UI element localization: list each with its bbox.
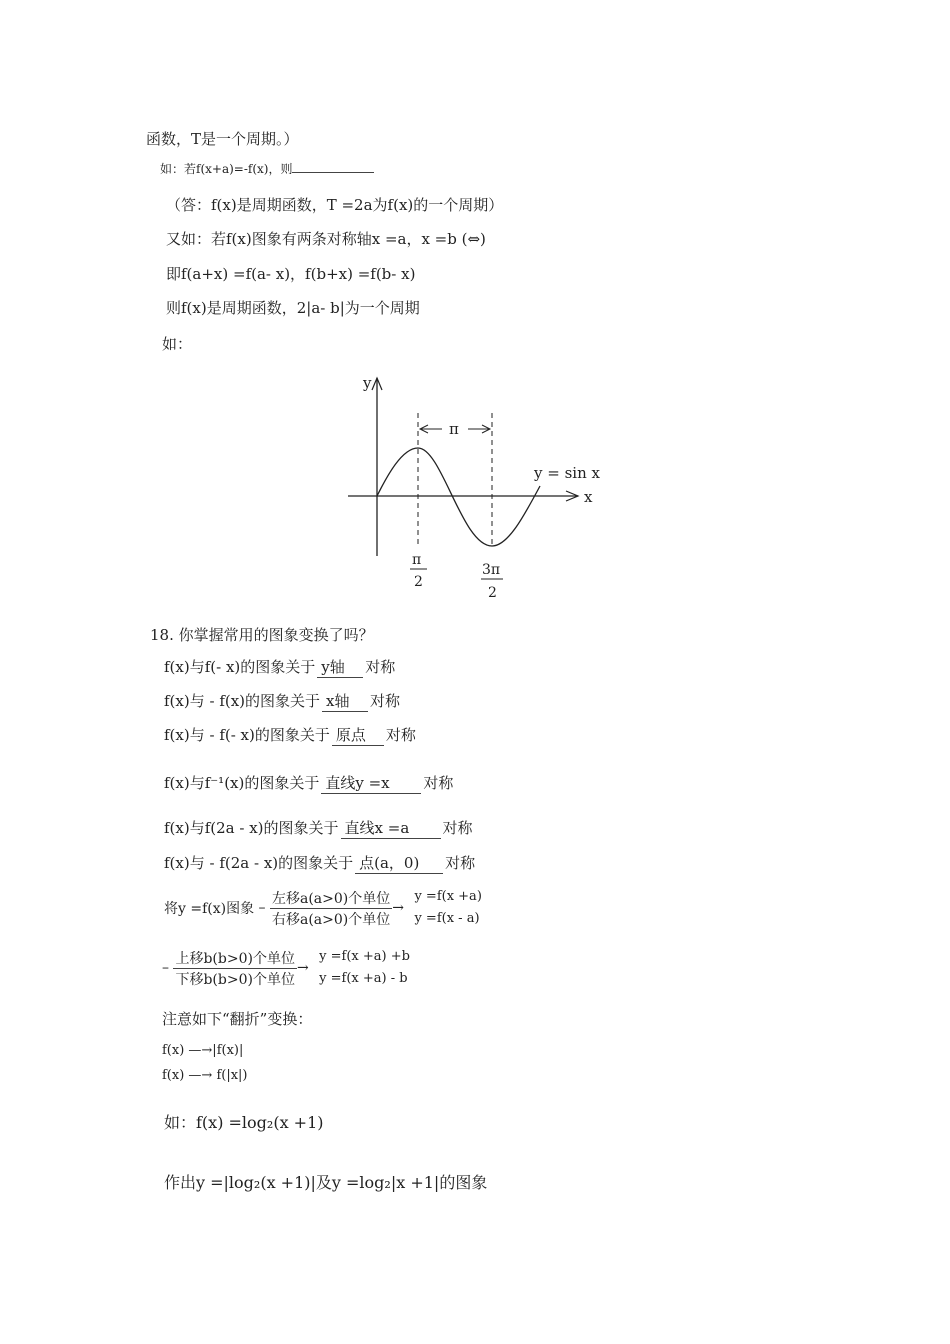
answer-blank bbox=[292, 172, 374, 173]
fold-abs-x: f(x) —→ f(|x|) bbox=[162, 1068, 248, 1083]
shift-left-result: y =f(x +a) bbox=[414, 889, 482, 904]
horizontal-shift bbox=[164, 886, 482, 930]
transform-row-1-pre: f(x)与f(- x)的图象关于 bbox=[164, 658, 316, 676]
horizontal-shift-dash: – bbox=[258, 900, 266, 916]
transform-row-6-pre: f(x)与 - f(2a - x)的图象关于 bbox=[164, 854, 354, 872]
line-example-if bbox=[160, 160, 374, 177]
log-example: 如：f(x) =log₂(x +1) bbox=[164, 1113, 324, 1132]
period-label: π bbox=[449, 420, 459, 438]
line-that-is: 即f(a+x) =f(a- x)，f(b+x) =f(b- x) bbox=[166, 265, 416, 283]
transform-row-2-answer: x轴 bbox=[322, 690, 368, 712]
y-axis-label: y bbox=[363, 374, 372, 392]
sine-graph bbox=[330, 368, 630, 608]
transform-row-5-pre: f(x)与f(2a - x)的图象关于 bbox=[164, 819, 339, 837]
transform-row-6-post: 对称 bbox=[445, 854, 476, 872]
horizontal-shift-arrowhead: → bbox=[392, 900, 404, 916]
shift-right-label: 右移a(a>0)个单位 bbox=[272, 911, 391, 928]
line-then: 则f(x)是周期函数，2|a- b|为一个周期 bbox=[166, 299, 420, 317]
vertical-shift-dash: – bbox=[162, 960, 169, 976]
transform-row-3 bbox=[164, 724, 416, 746]
transform-row-5-answer: 直线x =a bbox=[341, 817, 441, 839]
transform-row-6-answer: 点(a，0) bbox=[355, 852, 443, 874]
vertical-shift-arrowhead: → bbox=[296, 960, 309, 976]
shift-left-label: 左移a(a>0)个单位 bbox=[270, 888, 392, 909]
transform-row-2-post: 对称 bbox=[370, 692, 401, 710]
horizontal-shift-arrow bbox=[270, 888, 392, 929]
transform-row-3-answer: 原点 bbox=[332, 724, 384, 746]
horizontal-shift-prefix: 将y =f(x)图象 bbox=[164, 901, 255, 917]
x-axis-label: x bbox=[584, 488, 593, 506]
transform-row-2-pre: f(x)与 - f(x)的图象关于 bbox=[164, 692, 321, 710]
transform-row-1-answer: y轴 bbox=[317, 656, 363, 678]
section-18-heading: 18. 你掌握常用的图象变换了吗？ bbox=[150, 626, 374, 644]
transform-row-4-answer: 直线y =x bbox=[321, 772, 421, 794]
shift-up-result: y =f(x +a) +b bbox=[319, 949, 410, 964]
sine-curve bbox=[377, 448, 540, 546]
transform-row-2 bbox=[164, 690, 400, 712]
tick1-denominator: 2 bbox=[414, 574, 423, 590]
log-task: 作出y =|log₂(x +1)|及y =log₂|x +1|的图象 bbox=[164, 1173, 488, 1192]
transform-row-1-post: 对称 bbox=[365, 658, 396, 676]
transform-row-5-post: 对称 bbox=[442, 819, 473, 837]
shift-up-label: 上移b(b>0)个单位 bbox=[173, 948, 297, 969]
transform-row-4-pre: f(x)与f⁻¹(x)的图象关于 bbox=[164, 774, 320, 792]
transform-row-6 bbox=[164, 852, 475, 874]
transform-row-3-post: 对称 bbox=[385, 726, 416, 744]
vertical-shift bbox=[162, 946, 410, 990]
tick2-numerator: 3π bbox=[482, 562, 501, 578]
shift-down-label: 下移b(b>0)个单位 bbox=[175, 971, 295, 988]
transform-row-4-post: 对称 bbox=[423, 774, 454, 792]
fold-abs-value: f(x) —→|f(x)| bbox=[162, 1043, 244, 1058]
shift-down-result: y =f(x +a) - b bbox=[319, 971, 408, 986]
line-such-as: 如： bbox=[162, 335, 193, 353]
line-also-if: 又如：若f(x)图象有两条对称轴x =a，x =b (⇔) bbox=[166, 230, 486, 248]
line-answer: （答：f(x)是周期函数，T =2a为f(x)的一个周期） bbox=[166, 196, 504, 214]
fold-note: 注意如下“翻折”变换： bbox=[162, 1010, 313, 1028]
shift-right-result: y =f(x - a) bbox=[414, 911, 480, 926]
horizontal-shift-results bbox=[414, 886, 481, 930]
transform-row-3-pre: f(x)与 - f(- x)的图象关于 bbox=[164, 726, 330, 744]
vertical-shift-results bbox=[319, 946, 410, 990]
line-period-end: 函数，T是一个周期。） bbox=[146, 130, 299, 148]
transform-row-4 bbox=[164, 772, 453, 794]
vertical-shift-arrow bbox=[173, 948, 297, 989]
transform-row-5 bbox=[164, 817, 473, 839]
curve-label: y = sin x bbox=[534, 464, 600, 482]
transform-row-1 bbox=[164, 656, 395, 678]
tick2-denominator: 2 bbox=[488, 585, 497, 601]
example-if-text: 如：若f(x+a)=-f(x)，则 bbox=[160, 162, 293, 176]
tick1-numerator: π bbox=[412, 552, 422, 568]
